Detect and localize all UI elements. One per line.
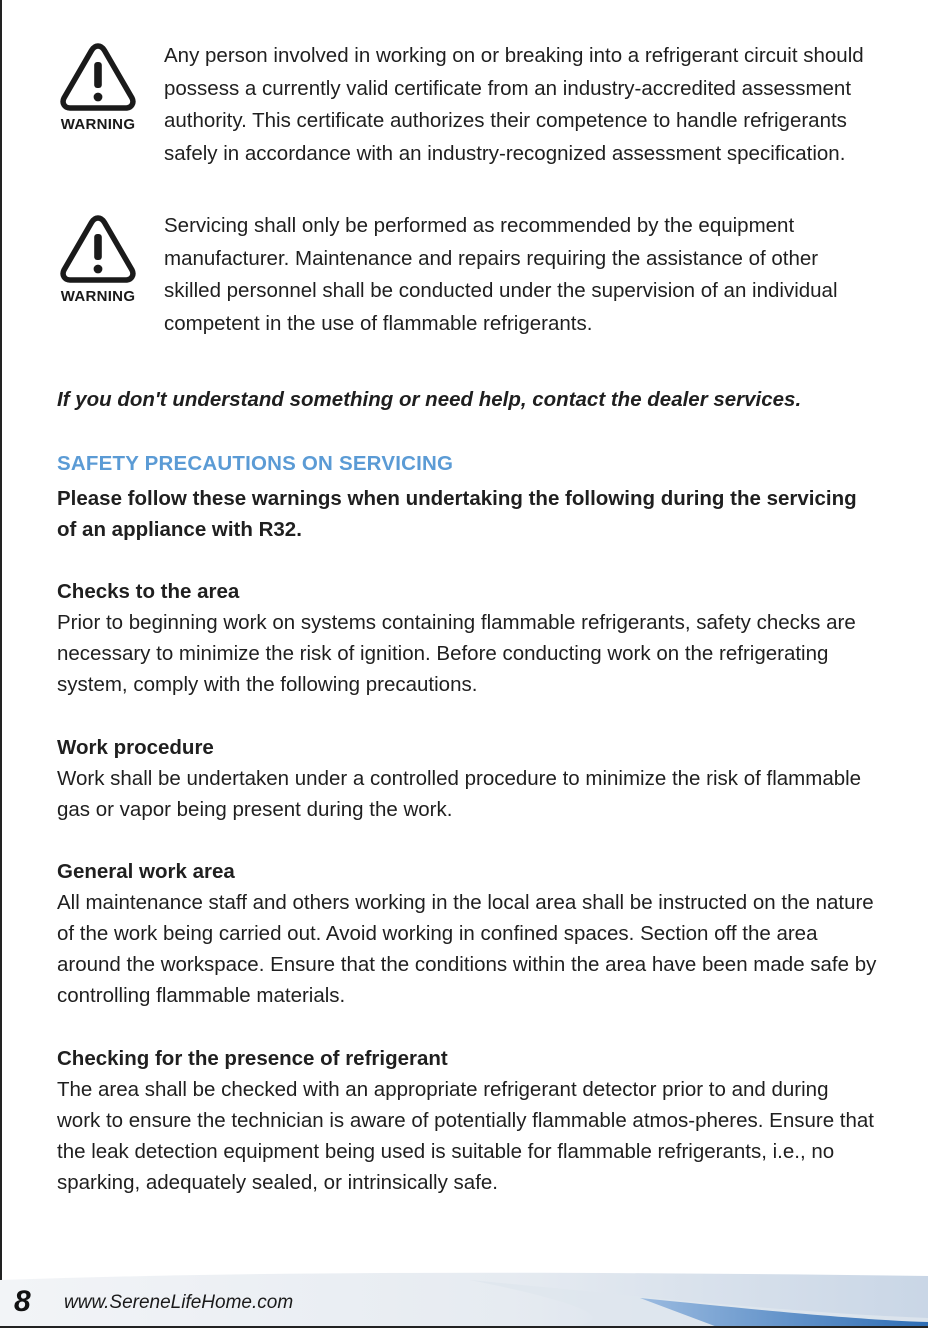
warning-text: Any person involved in working on or breaking into a refrigerant circuit should possess a currently valid certificate from an industry-accredited assessment authority. This certificate authorizes their competence to handle refrigerants safely in accordance with an industry-recognized assessment specification. [164,44,864,165]
warning-text: Servicing shall only be performed as recommended by the equipment manufacturer. Maintenance and repairs requiring the assistance of other skilled personnel shall be conducted under the supervision of an individual competent in the use of flammable refrigerants. [164,214,838,335]
subsection-text: The area shall be checked with an appropriate refrigerant detector prior to and during work to ensure the technician is aware of potentially flammable atmos-pheres. Ensure that the leak detection equipment being used is suitable for flammable refrigerants, i.e., no sparking, adequately sealed, or intrinsically safe. [57,1078,874,1194]
subsection-heading: Work procedure [57,736,214,759]
warning-label: WARNING [60,288,136,305]
subsection-work-procedure [57,732,877,825]
subsection-heading: Checking for the presence of refrigerant [57,1047,448,1070]
warning-triangle-icon [58,40,138,114]
subsection-text: Work shall be undertaken under a controlled procedure to minimize the risk of flammable gas or vapor being present during the work. [57,767,862,821]
subsection-heading: Checks to the area [57,580,240,603]
warning-icon-group [52,212,144,305]
help-note: If you don't understand something or need help, contact the dealer services. [57,388,802,411]
warning-icon-group [52,40,144,133]
subsection-heading: General work area [57,860,235,883]
subsection-text: All maintenance staff and others working in the local area shall be instructed on the nature of the work being carried out. Avoid working in confined spaces. Section off the area around the workspace. Ensure that the conditions within the area have been made safe by controlling flammable materials. [57,891,877,1007]
warning-triangle-icon [58,212,138,286]
website-link[interactable]: www.SereneLifeHome.com [64,1292,294,1313]
subsection-checking-refrigerant [57,1043,877,1198]
warning-label: WARNING [60,116,136,133]
page-number: 8 [14,1285,31,1318]
section-title: SAFETY PRECAUTIONS ON SERVICING [57,452,454,475]
page-footer [0,1268,928,1328]
section-intro: Please follow these warnings when undertaking the following during the servicing of an appliance with R32. [57,487,857,541]
subsection-checks-area [57,576,877,700]
subsection-text: Prior to beginning work on systems containing flammable refrigerants, safety checks are necessary to minimize the risk of ignition. Before conducting work on the refrigerating system, comply with the following precautions. [57,611,856,696]
page-edge-left [0,0,2,1328]
subsection-general-work-area [57,856,877,1011]
